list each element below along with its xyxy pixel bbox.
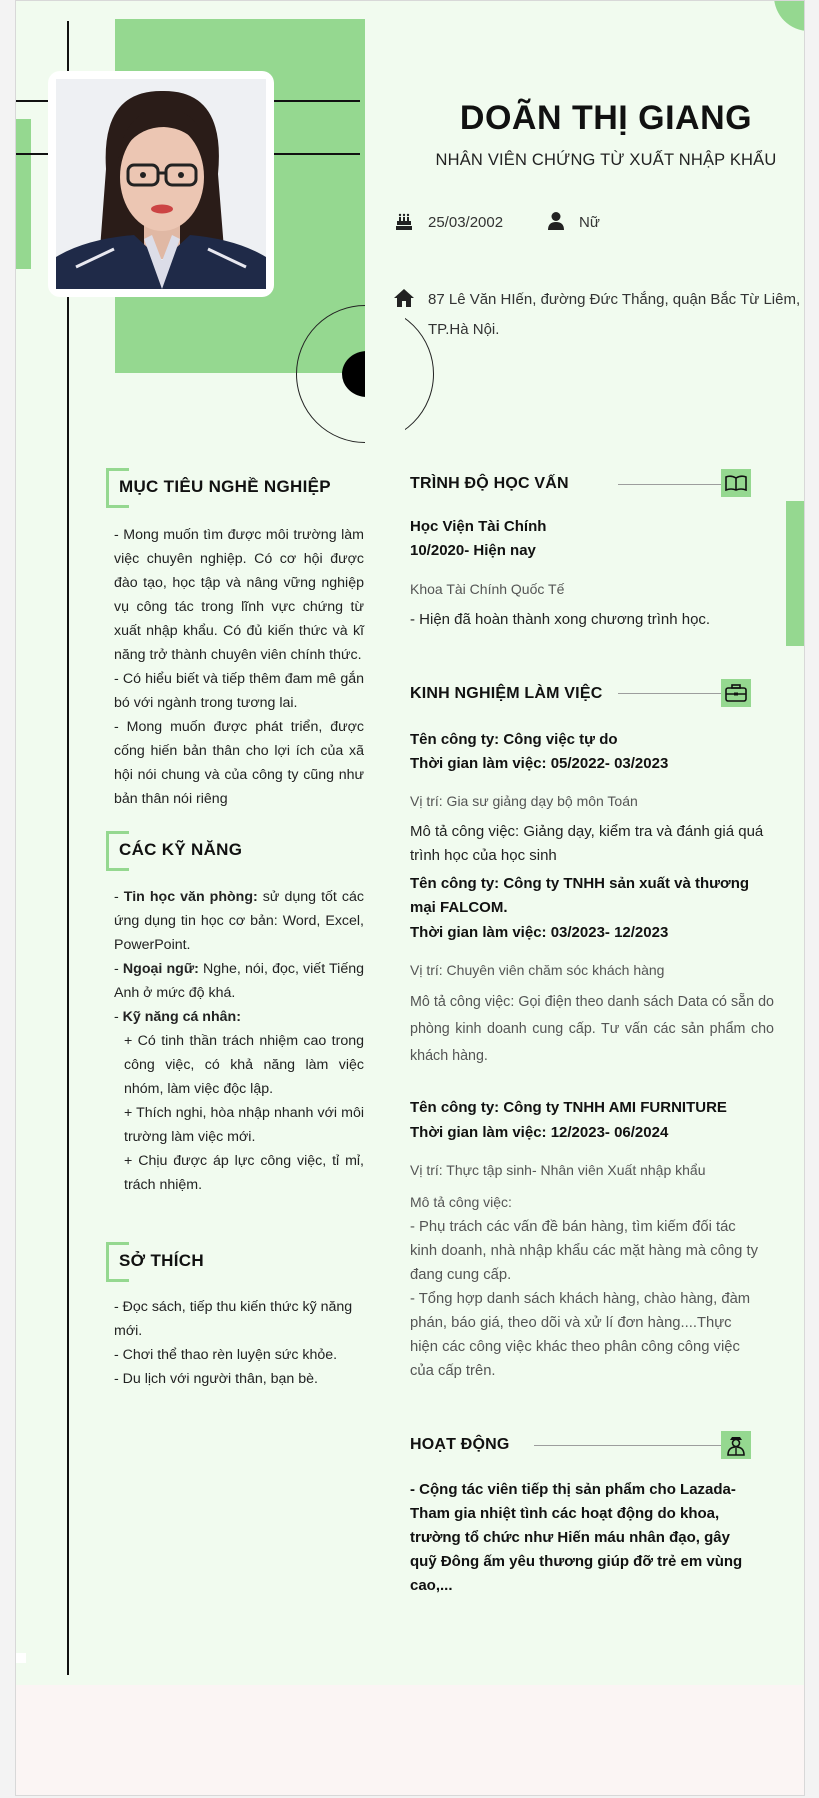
skill-office: - Tin học văn phòng: sử dụng tốt các ứng dụng tin học cơ bản: Word, Excel, PowerPoint. <box>114 889 364 953</box>
objective-paragraph: - Có hiểu biết và tiếp thêm đam mê gắn bó với ngành trong tương lai. <box>114 671 364 711</box>
volunteer-icon <box>721 1431 751 1459</box>
job-position: Vị trí: Thực tập sinh- Nhân viên Xuất nhập khẩu <box>410 1162 706 1178</box>
home-icon <box>393 288 413 308</box>
birthday-cake-icon <box>394 212 414 232</box>
skills-text <box>114 885 364 1197</box>
job-description <box>410 1215 760 1383</box>
gender-value: Nữ <box>579 214 600 231</box>
activities-rule <box>534 1445 736 1446</box>
objective-paragraph: - Mong muốn tìm được môi trường làm việc chuyên nghiệp. Có cơ hội được đào tạo, học tập và nâng vững nghiệp vụ công tác trong lĩnh vực chứng từ xuất nhập khẩu. Có đủ kiến thức và kĩ năng trở thành chuyên viên chính thức. <box>114 527 364 663</box>
book-icon <box>721 469 751 497</box>
birthday-value: 25/03/2002 <box>428 214 504 231</box>
job-description-label: Mô tả công việc: <box>410 1194 512 1210</box>
hobby-item: - Đọc sách, tiếp thu kiến thức kỹ năng mới. <box>114 1299 353 1339</box>
skill-language-label: Ngoại ngữ: <box>122 961 199 977</box>
address-value: 87 Lê Văn HIến, đường Đức Thắng, quận Bắc Từ Liêm, TP.Hà Nội. <box>428 291 801 338</box>
hobbies-title: SỞ THÍCH <box>119 1251 204 1270</box>
header-line-bottom-left <box>16 153 48 155</box>
activities-text: - Cộng tác viên tiếp thị sản phẩm cho Lazada- Tham gia nhiệt tình các hoạt động do khoa, trường tổ chức như Hiến máu nhân đạo, gây quỹ Đông ấm yêu thương giúp đỡ trẻ em vùng cao,... <box>410 1481 743 1594</box>
job-company: Tên công ty: Công ty TNHH AMI FURNITURE <box>410 1099 727 1116</box>
job-position: Vị trí: Chuyên viên chăm sóc khách hàng <box>410 962 665 978</box>
job-description: Mô tả công việc: Gọi điện theo danh sách Data có sẵn do phòng kinh doanh cung cấp. Tư vấn các sản phẩm cho khách hàng. <box>410 994 774 1064</box>
education-school: Học Viện Tài Chính <box>410 518 547 535</box>
hobbies-text <box>114 1295 364 1391</box>
skills-title: CÁC KỸ NĂNG <box>119 840 243 859</box>
objective-paragraph: - Mong muốn được phát triển, được cống hiến bản thân cho lợi ích của xã hội nói chung và của công ty cũng như bản thân nói riêng <box>114 719 364 807</box>
skill-personal: - Kỹ năng cá nhân: <box>114 1009 241 1025</box>
job-description: Mô tả công việc: Giảng dạy, kiểm tra và đánh giá quá trình học của học sinh <box>410 823 764 864</box>
education-title: TRÌNH ĐỘ HỌC VẤN <box>410 475 569 492</box>
skill-office-text: sử dụng tốt các ứng dụng tin học cơ bản: Word, Excel, PowerPoint. <box>114 889 364 953</box>
objective-title: MỤC TIÊU NGHỀ NGHIỆP <box>119 477 331 496</box>
job-time: Thời gian làm việc: 03/2023- 12/2023 <box>410 924 669 941</box>
experience-title: KINH NGHIỆM LÀM VIỆC <box>410 685 603 702</box>
cv-page <box>15 0 805 1796</box>
page-artifact <box>16 1653 26 1663</box>
job-company: Tên công ty: Công ty TNHH sản xuất và thương mại FALCOM. <box>410 875 750 916</box>
education-rule <box>618 484 736 485</box>
person-icon <box>546 211 566 231</box>
skill-language: - Ngoại ngữ: Nghe, nói, đọc, viết Tiếng Anh ở mức độ khá. <box>114 961 365 1001</box>
left-edge-green-block <box>16 119 31 269</box>
skill-personal-item: + Chịu được áp lực công việc, tỉ mỉ, trách nhiệm. <box>124 1153 364 1193</box>
page-footer-area <box>16 1685 804 1795</box>
job-company: Tên công ty: Công việc tự do <box>410 731 618 748</box>
education-faculty: Khoa Tài Chính Quốc Tế <box>410 581 565 597</box>
job-time: Thời gian làm việc: 05/2022- 03/2023 <box>410 755 669 772</box>
candidate-name: DOÃN THỊ GIANG <box>459 99 753 137</box>
skill-personal-item: + Có tinh thần trách nhiệm cao trong công việc, có khả năng làm việc nhóm, làm việc độc lập. <box>124 1033 364 1097</box>
skill-personal-item: + Thích nghi, hòa nhập nhanh với môi trường làm việc mới. <box>124 1105 364 1145</box>
header-line-top-right <box>274 100 360 102</box>
skill-personal-label: Kỹ năng cá nhân: <box>122 1009 241 1025</box>
header-line-bottom-right <box>274 153 360 155</box>
job-time: Thời gian làm việc: 12/2023- 06/2024 <box>410 1124 669 1141</box>
experience-rule <box>618 693 736 694</box>
header-line-top-left <box>16 100 48 102</box>
briefcase-icon <box>721 679 751 707</box>
skill-language-text: Nghe, nói, đọc, viết Tiếng Anh ở mức độ khá. <box>114 961 365 1001</box>
job-description-item: - Phụ trách các vấn đề bán hàng, tìm kiếm đối tác kinh doanh, nhà nhập khẩu các mặt hàng mà công ty đang cung cấp. <box>410 1219 758 1283</box>
objective-text <box>114 523 364 811</box>
hobby-item: - Chơi thể thao rèn luyện sức khỏe. <box>114 1347 338 1363</box>
job-description-item: - Tổng hợp danh sách khách hàng, chào hàng, đàm phán, báo giá, theo dõi và xử lí đơn hàng....Thực hiện các công việc khác theo phân công công việc của cấp trên. <box>410 1291 751 1379</box>
candidate-role: NHÂN VIÊN CHỨNG TỪ XUẤT NHẬP KHẨU <box>435 151 777 169</box>
corner-decoration <box>774 0 805 31</box>
job-position: Vị trí: Gia sư giảng dạy bộ môn Toán <box>410 793 638 809</box>
hobby-item: - Du lịch với người thân, bạn bè. <box>114 1371 318 1387</box>
photo-frame <box>48 71 274 297</box>
profile-photo <box>56 79 266 289</box>
activities-title: HOẠT ĐỘNG <box>410 1436 510 1453</box>
skill-office-label: Tin học văn phòng: <box>123 889 258 905</box>
education-period: 10/2020- Hiện nay <box>410 542 536 559</box>
education-note: - Hiện đã hoàn thành xong chương trình học. <box>410 611 711 628</box>
right-edge-green-block <box>786 501 805 646</box>
